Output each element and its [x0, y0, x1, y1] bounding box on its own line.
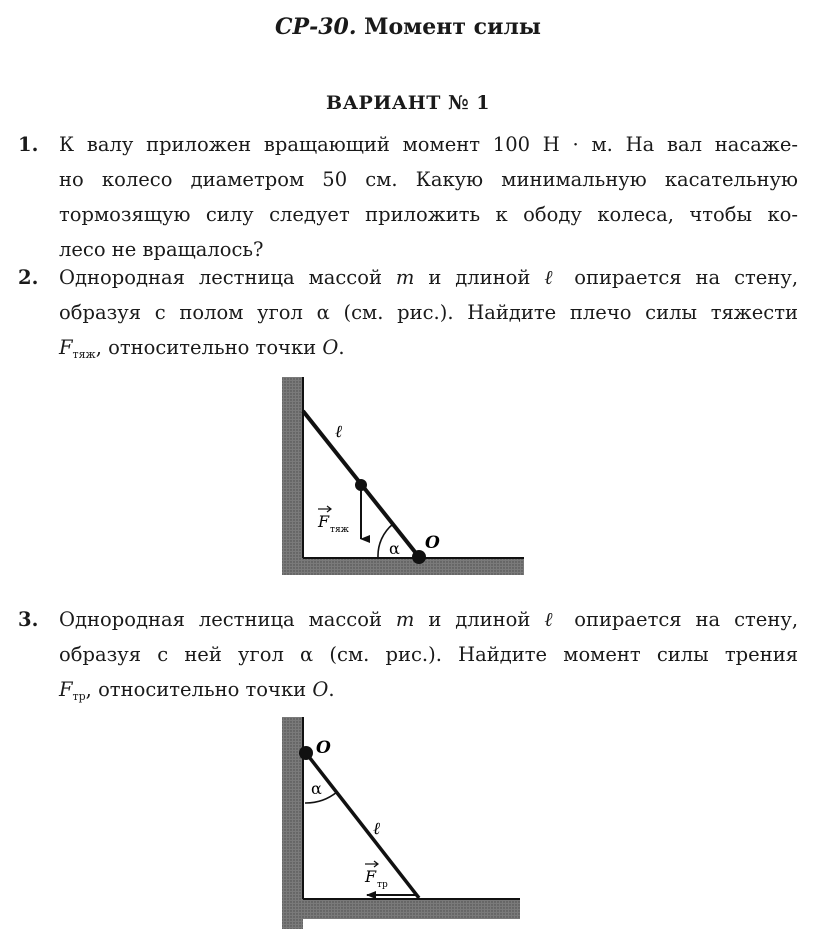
- force-symbol: F: [59, 678, 73, 701]
- problem-2: [18, 260, 798, 372]
- point-o: [412, 550, 426, 564]
- problem-line: $F_{тр}$, относительно точки O.: [59, 678, 335, 703]
- wall: [282, 377, 303, 575]
- problem-number: 3.: [18, 608, 39, 631]
- problem-line: Однородная лестница массой m и длиной ℓ опирается на стену,: [59, 608, 799, 631]
- label-o: O: [425, 533, 440, 553]
- worksheet-title: [0, 14, 816, 40]
- figure-ladder-floor: [278, 375, 528, 585]
- problem-text: [59, 127, 798, 267]
- point-o: [299, 746, 313, 760]
- problem-line: тормозящую силу следует приложить к ободу колеса, чтобы ко-: [59, 203, 798, 226]
- wall: [282, 717, 303, 929]
- problem-line: К валу приложен вращающий момент 100 Н · м. На вал насаже-: [59, 133, 798, 156]
- mass-symbol: m: [395, 608, 415, 631]
- problem-3: [18, 602, 798, 714]
- label-force-sub: тяж: [330, 525, 349, 535]
- problem-text: [59, 260, 798, 372]
- label-force: F: [318, 512, 330, 531]
- label-o: O: [316, 738, 331, 758]
- problem-line: Однородная лестница массой m и длиной ℓ опирается на стену,: [59, 266, 799, 289]
- point-symbol: O: [312, 678, 329, 701]
- label-force: F: [365, 867, 377, 886]
- label-alpha: α: [389, 539, 400, 558]
- ladder: [306, 753, 419, 898]
- floor: [282, 899, 520, 919]
- problem-line: но колесо диаметром 50 см. Какую минимальную касательную: [59, 168, 798, 191]
- label-length: ℓ: [373, 819, 381, 839]
- problem-1: [18, 127, 798, 267]
- length-symbol: ℓ: [544, 266, 561, 289]
- force-subscript: тр: [72, 690, 86, 703]
- problem-number: 2.: [18, 266, 39, 289]
- mass-symbol: m: [395, 266, 415, 289]
- worksheet-topic: Момент силы: [364, 14, 541, 40]
- label-force-sub: тр: [377, 880, 388, 890]
- force-symbol: F: [59, 336, 73, 359]
- problem-text: [59, 602, 798, 714]
- length-symbol: ℓ: [544, 608, 561, 631]
- variant-heading: ВАРИАНТ № 1: [326, 92, 490, 114]
- floor: [282, 558, 524, 575]
- problem-number: 1.: [18, 133, 39, 156]
- point-symbol: O: [322, 336, 339, 359]
- problem-line: образуя с полом угол α (см. рис.). Найдите плечо силы тяжести: [59, 301, 798, 324]
- problem-line: лесо не вращалось?: [59, 238, 264, 261]
- figure-ladder-wall: [278, 715, 528, 935]
- label-length: ℓ: [335, 422, 343, 442]
- problem-line: образуя с ней угол α (см. рис.). Найдите момент силы трения: [59, 643, 798, 666]
- label-alpha: α: [311, 779, 322, 798]
- worksheet-code: СР-30.: [275, 14, 357, 40]
- problem-line: $F_{тяж}$, относительно точки O.: [59, 336, 345, 361]
- force-subscript: тяж: [72, 348, 96, 361]
